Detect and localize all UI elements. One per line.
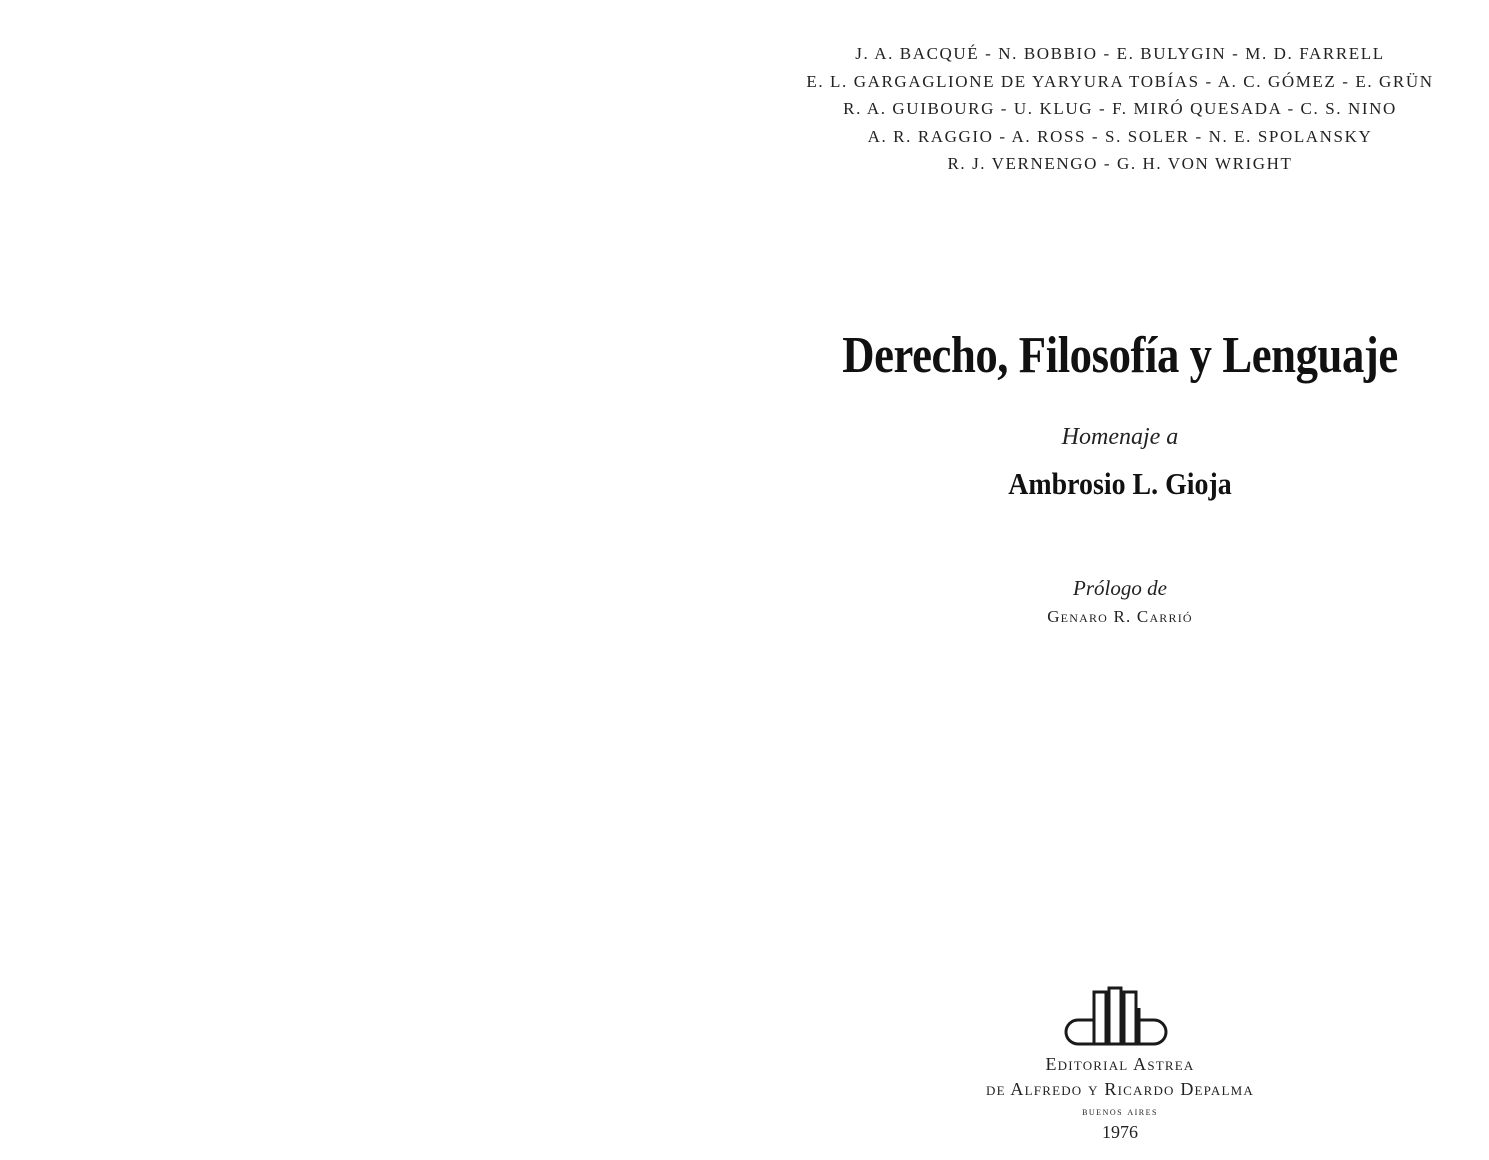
book-title: Derecho, Filosofía y Lenguaje: [842, 327, 1398, 384]
prologue-author: Genaro R. Carrió: [1047, 607, 1193, 626]
publisher-name: Editorial Astrea: [1045, 1054, 1195, 1074]
astrea-publisher-logo-icon: [1064, 986, 1170, 1046]
author-line-3: R. A. GUIBOURG - U. KLUG - F. MIRÓ QUESADA - C. S. NINO: [843, 99, 1397, 118]
tribute-name: Ambrosio L. Gioja: [1008, 466, 1232, 501]
author-line-4: A. R. RAGGIO - A. ROSS - S. SOLER - N. E. SPOLANSKY: [867, 126, 1373, 146]
author-list: [760, 40, 1480, 178]
publisher-block: [760, 1052, 1480, 1142]
publisher-owners: de Alfredo y Ricardo Depalma: [986, 1079, 1254, 1099]
tribute-label: Homenaje a: [1061, 424, 1179, 450]
publisher-city: buenos aires: [1082, 1106, 1158, 1118]
author-line-5: R. J. VERNENGO - G. H. VON WRIGHT: [947, 154, 1293, 173]
author-line-2: E. L. GARGAGLIONE DE YARYURA TOBÍAS - A. C. GÓMEZ - E. GRÜN: [806, 71, 1434, 91]
author-line-1: J. A. BACQUÉ - N. BOBBIO - E. BULYGIN - M. D. FARRELL: [855, 44, 1385, 63]
prologue-label: Prólogo de: [1073, 576, 1167, 600]
publication-year: 1976: [1102, 1122, 1138, 1142]
